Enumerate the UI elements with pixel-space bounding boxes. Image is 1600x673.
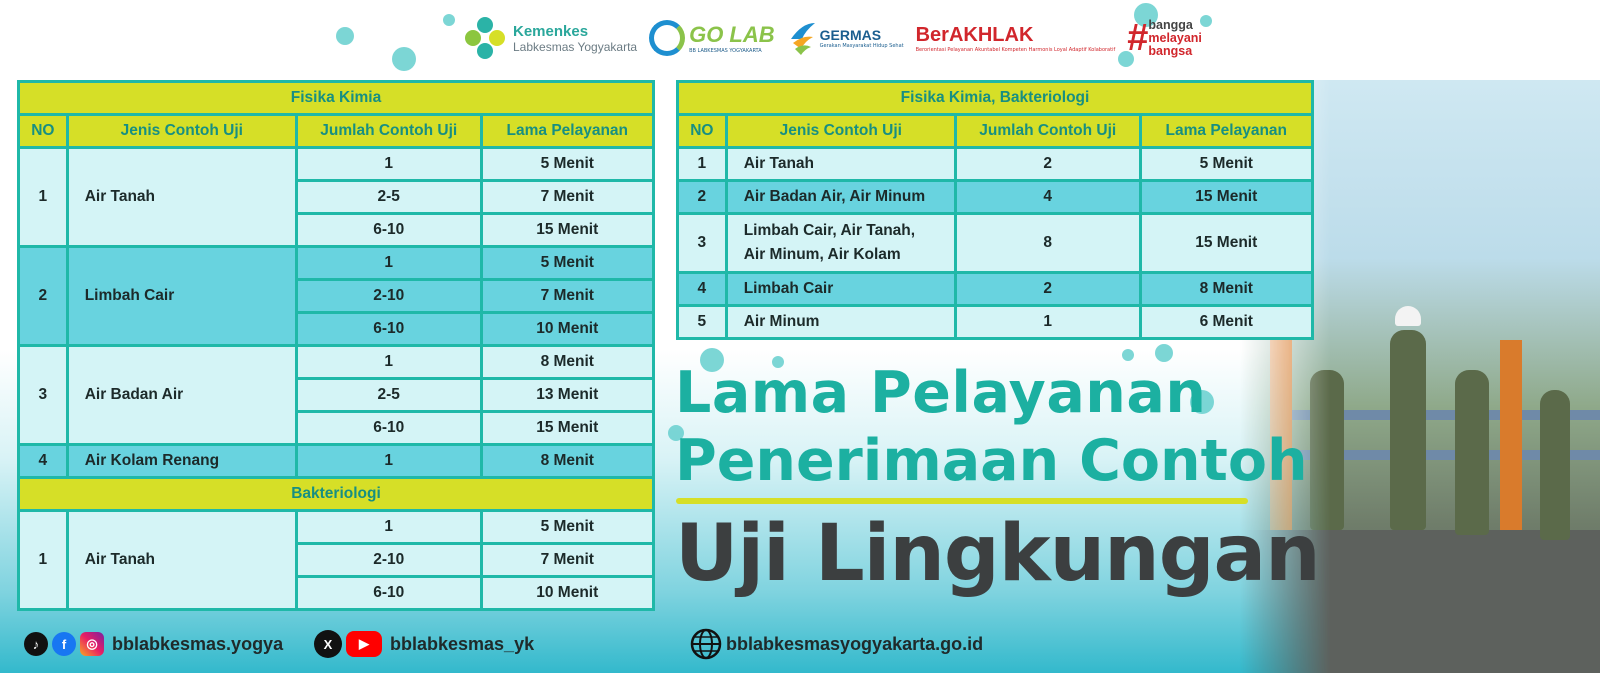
row-jenis: Air Badan Air, Air Minum — [726, 181, 955, 214]
row-lama: 6 Menit — [1140, 306, 1312, 339]
person-figure — [1310, 370, 1344, 530]
row-jumlah: 1 — [296, 148, 481, 181]
bubble-decoration — [392, 47, 416, 71]
row-jumlah: 2-5 — [296, 379, 481, 412]
germas-logo — [787, 19, 904, 57]
row-no: 3 — [678, 214, 727, 273]
row-lama: 8 Menit — [1140, 273, 1312, 306]
header-lama: Lama Pelayanan — [1140, 115, 1312, 148]
row-jenis: Limbah Cair — [726, 273, 955, 306]
kemenkes-subtitle: Labkesmas Yogyakarta — [513, 39, 638, 54]
row-jumlah: 6-10 — [296, 313, 481, 346]
row-lama: 15 Menit — [481, 214, 653, 247]
youtube-icon[interactable]: ▶ — [346, 631, 382, 657]
footer — [24, 628, 1600, 660]
table-row — [678, 273, 1313, 306]
row-lama: 15 Menit — [1140, 214, 1312, 273]
row-lama: 13 Menit — [481, 379, 653, 412]
row-jumlah: 2-5 — [296, 181, 481, 214]
title-line-1: Lama Pelayanan — [675, 360, 1207, 426]
row-jumlah: 2-10 — [296, 280, 481, 313]
row-lama: 7 Menit — [481, 280, 653, 313]
row-lama: 5 Menit — [481, 148, 653, 181]
bangga-hash: # — [1127, 17, 1149, 59]
row-jumlah: 8 — [955, 214, 1140, 273]
kemenkes-emblem-icon — [465, 17, 507, 59]
table-row — [678, 148, 1313, 181]
header-lama: Lama Pelayanan — [481, 115, 653, 148]
bangsa-word: bangsa — [1148, 43, 1193, 58]
website-group — [690, 628, 983, 660]
row-lama: 15 Menit — [1140, 181, 1312, 214]
row-jenis — [726, 214, 955, 273]
table-row — [678, 306, 1313, 339]
row-jumlah: 6-10 — [296, 214, 481, 247]
row-lama: 5 Menit — [481, 247, 653, 280]
social-group-2 — [314, 628, 534, 660]
header-jenis: Jenis Contoh Uji — [726, 115, 955, 148]
person-figure — [1390, 330, 1426, 530]
bubble-decoration — [443, 14, 455, 26]
melayani-word: melayani — [1148, 30, 1202, 45]
row-jumlah: 4 — [955, 181, 1140, 214]
person-figure — [1455, 370, 1489, 535]
golab-text: GO LAB — [689, 22, 775, 47]
row-jenis: Limbah Cair — [67, 247, 296, 346]
row-jenis: Air Tanah — [67, 511, 296, 610]
row-jumlah: 2-10 — [296, 544, 481, 577]
row-jenis: Air Tanah — [67, 148, 296, 247]
instagram-icon[interactable]: ◎ — [80, 632, 104, 656]
row-jumlah: 2 — [955, 273, 1140, 306]
title-line-3: Uji Lingkungan — [675, 509, 1320, 599]
row-no: 2 — [19, 247, 68, 346]
globe-icon — [690, 628, 722, 660]
table-row — [19, 511, 654, 544]
partner-logos — [465, 12, 1202, 64]
row-jenis-line2: Air Minum, Air Kolam — [743, 246, 901, 263]
germas-sub: Gerakan Masyarakat Hidup Sehat — [819, 43, 904, 49]
website-link[interactable]: bblabkesmasyogyakarta.go.id — [726, 633, 984, 654]
row-no: 1 — [678, 148, 727, 181]
table-row — [678, 214, 1313, 273]
header-jumlah: Jumlah Contoh Uji — [955, 115, 1140, 148]
table-row — [19, 148, 654, 181]
row-lama: 8 Menit — [481, 445, 653, 478]
social-handle[interactable]: bblabkesmas.yogya — [112, 633, 284, 654]
person-figure — [1540, 390, 1570, 540]
section-title-combined: Fisika Kimia, Bakteriologi — [678, 82, 1313, 115]
row-lama: 5 Menit — [481, 511, 653, 544]
tiktok-icon[interactable]: ♪ — [24, 632, 48, 656]
row-jumlah: 1 — [296, 511, 481, 544]
section-title-bakteriologi: Bakteriologi — [19, 478, 654, 511]
table-header-row — [678, 115, 1313, 148]
table-row — [19, 247, 654, 280]
row-lama: 10 Menit — [481, 577, 653, 610]
row-lama: 8 Menit — [481, 346, 653, 379]
row-no: 1 — [19, 148, 68, 247]
golab-sub: BB LABKESMAS YOGYAKARTA — [689, 48, 762, 54]
row-lama: 15 Menit — [481, 412, 653, 445]
header-no: NO — [19, 115, 68, 148]
kemenkes-logo — [465, 17, 637, 59]
section-title-fisika-kimia: Fisika Kimia — [19, 82, 654, 115]
row-lama: 10 Menit — [481, 313, 653, 346]
bangga-melayani-logo — [1127, 19, 1202, 58]
germas-emblem-icon — [787, 19, 817, 57]
table-row — [19, 346, 654, 379]
row-jenis: Air Kolam Renang — [67, 445, 296, 478]
x-youtube-handle[interactable]: bblabkesmas_yk — [390, 633, 535, 654]
row-jumlah: 2 — [955, 148, 1140, 181]
row-no: 5 — [678, 306, 727, 339]
bridge-post — [1500, 340, 1522, 540]
golab-logo — [649, 20, 775, 56]
table-row — [19, 445, 654, 478]
bangga-word: bangga — [1148, 17, 1193, 32]
golab-emblem-icon — [649, 20, 685, 56]
row-jumlah: 1 — [296, 247, 481, 280]
row-no: 4 — [678, 273, 727, 306]
berakhlak-text: BerAKHLAK — [915, 23, 1034, 46]
fisika-kimia-bakteriologi-table — [17, 80, 655, 611]
kemenkes-title: Kemenkes — [513, 22, 589, 40]
title-underline — [676, 498, 1248, 504]
header-jenis: Jenis Contoh Uji — [67, 115, 296, 148]
header-no: NO — [678, 115, 727, 148]
facebook-icon[interactable]: f — [52, 632, 76, 656]
berakhlak-sub: Berorientasi Pelayanan Akuntabel Kompeten Harmonis Loyal Adaptif Kolaboratif — [915, 46, 1116, 53]
row-jumlah: 6-10 — [296, 577, 481, 610]
row-jumlah: 1 — [296, 346, 481, 379]
row-lama: 5 Menit — [1140, 148, 1312, 181]
row-jenis-line1: Limbah Cair, Air Tanah, — [743, 222, 916, 239]
row-jenis: Air Badan Air — [67, 346, 296, 445]
fisika-kimia-bakteriologi-combined-table — [676, 80, 1314, 340]
table-row — [678, 181, 1313, 214]
row-jumlah: 1 — [955, 306, 1140, 339]
berakhlak-logo — [916, 24, 1116, 53]
x-icon[interactable]: X — [314, 630, 342, 658]
row-jenis: Air Tanah — [726, 148, 955, 181]
row-no: 1 — [19, 511, 68, 610]
row-jumlah: 6-10 — [296, 412, 481, 445]
row-no: 2 — [678, 181, 727, 214]
germas-text: GERMAS — [819, 27, 882, 43]
row-no: 3 — [19, 346, 68, 445]
table-header-row — [19, 115, 654, 148]
row-jumlah: 1 — [296, 445, 481, 478]
row-lama: 7 Menit — [481, 544, 653, 577]
social-group-1 — [24, 628, 283, 660]
helmet — [1395, 306, 1421, 326]
header-jumlah: Jumlah Contoh Uji — [296, 115, 481, 148]
row-jenis: Air Minum — [726, 306, 955, 339]
bubble-decoration — [336, 27, 354, 45]
title-line-2: Penerimaan Contoh — [675, 428, 1308, 494]
row-no: 4 — [19, 445, 68, 478]
row-lama: 7 Menit — [481, 181, 653, 214]
